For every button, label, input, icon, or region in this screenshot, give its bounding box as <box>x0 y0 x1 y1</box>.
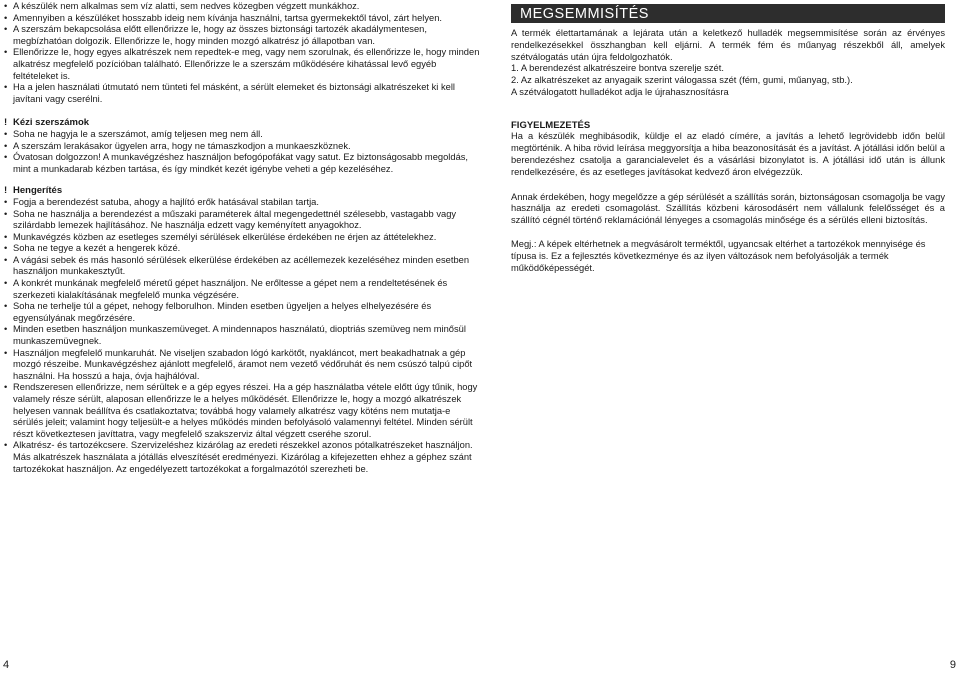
page-number-right: 9 <box>949 659 956 671</box>
list-item: • Alkatrész- és tartozékcsere. Szervizeléshez kizárólag az eredeti részekkel azonos pótalkatrészeket használjon. Más alkatrészek használata a jótállás elveszítését eredményezi. Kizárólag a kifejezetten ehhez a géphez szánt tartozékokat használjon. Az engedélyezett tartozékokat a forgalmazótól szerezheti be. <box>4 440 482 475</box>
kezi-list <box>4 129 482 175</box>
list-item: • Amennyiben a készüléket hosszabb ideig nem kívánja használni, tartsa gyermekektől távol, zárt helyen. <box>4 13 482 25</box>
section-title-text: Hengerítés <box>13 185 63 197</box>
list-item: • Ha a jelen használati útmutató nem tünteti fel másként, a sérült elemeket és biztonsági alkatrészeket ki kell javítani vagy cserélni. <box>4 82 482 105</box>
warning-mark: ! <box>4 185 8 197</box>
warning-title: FIGYELMEZETÉS <box>511 119 591 131</box>
disposal-intro: A termék élettartamának a lejárata után a keletkező hulladék megsemmisítése során az érvényes rendelkezésekkel összhangban kell eljárni. A termék fém és műanyag részekből áll, amelyek szétválogatás után újra feldolgozhatók. <box>511 28 945 62</box>
list-item: • Óvatosan dolgozzon! A munkavégzéshez használjon befogópofákat vagy satut. Ez biztonságosabb megoldás, mint a munkadarab kézben tartása, és így mindkét kezét igénybe veheti a gép kezeléséhez. <box>4 152 482 175</box>
list-item: • A vágási sebek és más hasonló sérülések elkerülése érdekében az acéllemezek kezeléséhez minden esetben használjon munkakesztyűt. <box>4 255 482 278</box>
right-page <box>511 0 945 274</box>
section-title-hengerites <box>4 185 482 197</box>
list-item: • Ellenőrizze le, hogy egyes alkatrészek nem repedtek-e meg, vagy nem szorulnak, és ellenőrizze le, hogy minden alkatrész megfelelő pozícióban található. Ellenőrizze le a szerszám működésére kihatással levő egyéb feltételeket is. <box>4 47 482 82</box>
list-item: • A szerszám lerakásakor ügyelen arra, hogy ne támaszkodjon a munkaeszköznek. <box>4 141 482 153</box>
hengerites-list <box>4 197 482 475</box>
section-title-text: Kézi szerszámok <box>13 117 90 129</box>
disposal-step: A szétválogatott hulladékot adja le újrahasznosításra <box>511 86 729 97</box>
note-text: Megj.: A képek eltérhetnek a megvásárolt terméktől, ugyancsak eltérhet a tartozékok mennyisége és típusa is. Ez a fejlesztés következménye és az ilyen változások nem befolyásolják a termék működőképességét. <box>511 238 926 273</box>
disposal-step: 2. Az alkatrészeket az anyagaik szerint válogassa szét (fém, gumi, műanyag, stb.). <box>511 75 853 86</box>
list-item: • Munkavégzés közben az esetleges személyi sérülések elkerülése érdekében ne érjen az áttételekhez. <box>4 232 482 244</box>
warning-mark: ! <box>4 117 8 129</box>
list-item: • Rendszeresen ellenőrizze, nem sérültek e a gép egyes részei. Ha a gép használatba vétele előtt úgy tűnik, hogy valamely része sérült, alaposan ellenőrizze le a helyes működését. Ellenőrizze le, hogy a mozgó alkatrészek helyesen vannak beállítva és csatlakoztatva; továbbá hogy valamely alkatrész vagy köténs nem mutatja-e sérülés jeleit; valamint hogy teljesült-e a helyes működés minden befolyásoló valamennyi feltétel. Minden sérült részt következtesen javíttatra, vagy megfelelő szakszerviz által végzett cseréhe szorul. <box>4 382 482 440</box>
list-item: • Minden esetben használjon munkaszemüveget. A mindennapos használatú, dioptriás szemüveg nem minősül munkaszemüvegnek. <box>4 324 482 347</box>
list-item: • Soha ne tegye a kezét a hengerek közé. <box>4 243 482 255</box>
disposal-banner: MEGSEMMISÍTÉS <box>511 4 945 23</box>
warning-text: Ha a készülék meghibásodik, küldje el az eladó címére, a javítás a lehető legrövidebb időn belül megtörténik. A hiba rövid leírása meggyorsítja a hiba beazonosítását és a javítást. A jótállási időn belül a berendezéshez csatolja a garancialevelet és a vásárlási bizonylatot is. A jótállási idő után is állunk rendelkezésére, és az esetleges javításokat kedvező áron elvégezzük. <box>511 131 945 177</box>
disposal-step: 1. A berendezést alkatrészeire bontva szerelje szét. <box>511 63 724 74</box>
list-item: • Soha ne terhelje túl a gépet, nehogy felborulhon. Minden esetben ügyeljen a helyes elhelyezésére és egyensúlyának megőrzésére. <box>4 301 482 324</box>
list-item: • A készülék nem alkalmas sem víz alatti, sem nedves közegben végzett munkákhoz. <box>4 1 482 13</box>
intro-list <box>4 1 482 105</box>
list-item: • Használjon megfelelő munkaruhát. Ne viseljen szabadon lógó karkötőt, nyakláncot, mert beakadhatnak a gép mozgó részeibe. Munkavégzéshez ajánlott megfelelő, áramot nem vezető védőruhát és nem csúszó talpú cipőt használni. Ha hosszú a haja, óvja hajhálóval. <box>4 348 482 383</box>
left-page <box>4 0 482 475</box>
page-number-left: 4 <box>3 659 10 671</box>
list-item: • Soha ne hagyja le a szerszámot, amíg teljesen meg nem áll. <box>4 129 482 141</box>
list-item: • Fogja a berendezést satuba, ahogy a hajlító erők hatásával stabilan tartja. <box>4 197 482 209</box>
section-title-kezi <box>4 117 482 129</box>
list-item: • A szerszám bekapcsolása előtt ellenőrizze le, hogy az összes biztonsági tartozék akadálymentesen, megbízhatóan dolgozik. Ellenőrizze le, hogy minden mozgó alkatrész jó állapotban van. <box>4 24 482 47</box>
list-item: • Soha ne használja a berendezést a műszaki paraméterek által megengedettnél szélesebb, vastagabb vagy szilárdabb lemezek hajlításához. Ne használja edzett vagy keményített anyagokhoz. <box>4 209 482 232</box>
list-item: • A konkrét munkának megfelelő méretű gépet használjon. Ne erőltesse a gépet nem a rendeltetésének és szerkezeti kialakításának megfelelő munka végzésére. <box>4 278 482 301</box>
transport-text: Annak érdekében, hogy megelőzze a gép sérülését a szállítás során, biztonságosan csomagolja be vagy használja az eredeti csomagolást. Szállítás közbeni károsodásért nem vállalunk felelősséget és a szállító cégnél történő reklamációnál lényeges a csomagolás minősége és a sérülés elleni biztosítás. <box>511 191 945 226</box>
